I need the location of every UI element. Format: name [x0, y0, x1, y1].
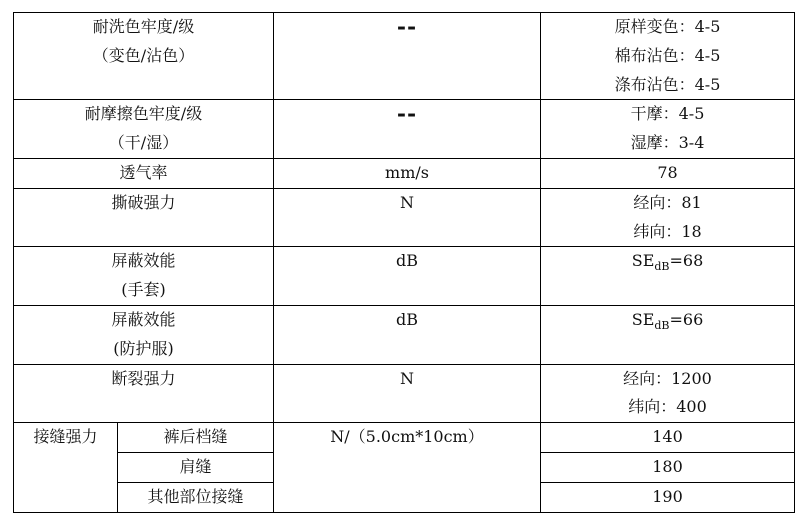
value-text — [541, 306, 794, 341]
unit-cell: mm/s — [274, 158, 541, 188]
item-text: (防护服) — [113, 338, 174, 358]
value-subscript: dB — [654, 260, 670, 274]
value-text: 78 — [657, 162, 678, 182]
value-text — [541, 247, 794, 282]
table-row — [14, 247, 795, 306]
seam-value-cell: 190 — [541, 482, 795, 512]
table-row — [14, 13, 795, 100]
value-text: 干摩：4-5 — [630, 104, 705, 124]
seam-item-cell: 肩缝 — [118, 452, 274, 482]
value-subscript: dB — [654, 318, 670, 332]
unit-cell: N — [274, 188, 541, 247]
item-text: 耐摩擦色牢度/级 — [84, 104, 203, 124]
item-cell — [14, 13, 274, 100]
table-row — [14, 364, 795, 423]
item-cell — [14, 364, 274, 423]
item-cell — [14, 158, 274, 188]
table-row — [14, 423, 795, 453]
value-text: 经向：81 — [633, 192, 702, 212]
item-text: 耐洗色牢度/级 — [92, 17, 195, 36]
item-cell — [14, 305, 274, 364]
seam-value-cell: 180 — [541, 452, 795, 482]
value-cell — [541, 100, 795, 159]
value-prefix: SE — [631, 309, 655, 329]
item-cell — [14, 100, 274, 159]
item-text: （变色/沾色） — [92, 45, 195, 65]
value-text: 棉布沾色：4-5 — [614, 45, 721, 65]
value-text: 经向：1200 — [623, 368, 712, 388]
table-row — [14, 188, 795, 247]
value-cell — [541, 247, 795, 306]
item-text: 屏蔽效能 — [111, 309, 176, 329]
seam-value-cell: 140 — [541, 423, 795, 453]
item-text: 断裂强力 — [111, 368, 176, 388]
item-cell — [14, 247, 274, 306]
value-suffix: =66 — [669, 309, 704, 329]
value-cell — [541, 13, 795, 100]
table-row — [14, 305, 795, 364]
unit-cell: dB — [274, 305, 541, 364]
unit-cell: dB — [274, 247, 541, 306]
item-text: （干/湿） — [108, 133, 179, 153]
value-cell — [541, 188, 795, 247]
item-text: 撕破强力 — [111, 192, 176, 212]
seam-item-cell: 裤后档缝 — [118, 423, 274, 453]
value-prefix: SE — [631, 251, 655, 271]
table-row — [14, 100, 795, 159]
item-cell — [14, 188, 274, 247]
value-text: 湿摩：3-4 — [630, 133, 705, 153]
value-text: 纬向：18 — [633, 221, 702, 241]
table-row — [14, 158, 795, 188]
value-cell — [541, 305, 795, 364]
value-suffix: =68 — [669, 251, 704, 271]
value-text: 原样变色：4-5 — [614, 17, 721, 36]
item-text: (手套) — [121, 280, 166, 300]
seam-unit-cell: N/（5.0cm*10cm） — [274, 423, 541, 512]
value-cell — [541, 364, 795, 423]
unit-cell: -- — [274, 13, 541, 100]
unit-cell: -- — [274, 100, 541, 159]
unit-cell: N — [274, 364, 541, 423]
item-text: 屏蔽效能 — [111, 251, 176, 271]
value-text: 涤布沾色：4-5 — [614, 74, 721, 94]
spec-table — [13, 12, 795, 513]
seam-item-cell: 其他部位接缝 — [118, 482, 274, 512]
value-cell — [541, 158, 795, 188]
value-text: 纬向：400 — [628, 397, 707, 417]
seam-group-cell: 接缝强力 — [14, 423, 118, 512]
item-text: 透气率 — [119, 162, 168, 182]
